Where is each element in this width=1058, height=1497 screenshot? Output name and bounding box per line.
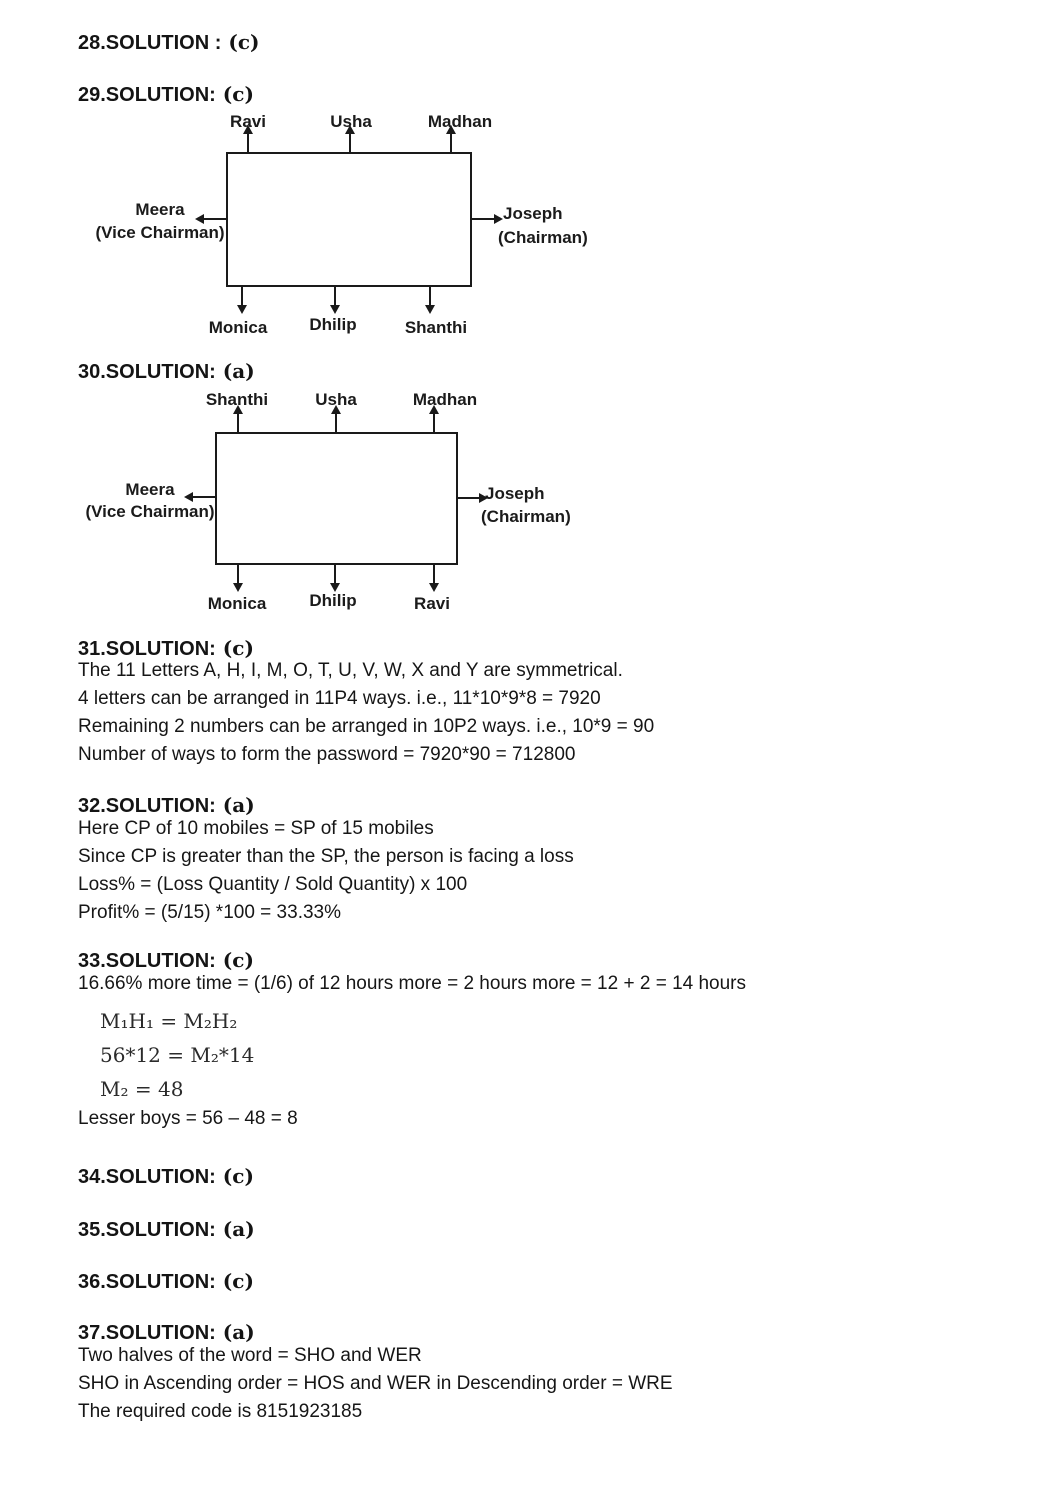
text-line: Profit% = (5/15) *100 = 33.33% [78,902,341,923]
solution-37-option: (a) [222,1320,255,1344]
seat-label-bottom: Monica [208,318,268,337]
seat-label-left-name: Meera [135,200,185,219]
solution-33-header [78,949,254,972]
seat-label-top: Madhan [427,112,493,131]
arrow-up-icon [237,413,239,432]
arrow-down-icon [429,287,431,306]
solution-33-option: (c) [222,948,254,972]
arrow-left-icon [203,218,226,220]
seat-label-top: Madhan [412,390,478,409]
equation-line: 56*12 = M₂*14 [100,1043,255,1067]
arrow-down-icon [241,287,243,306]
solution-32-body [78,815,574,927]
solution-35-option: (a) [222,1217,255,1241]
seat-label-right-role: (Chairman) [481,507,571,526]
solution-34-option: (c) [222,1164,254,1188]
solution-30-option: (a) [222,359,255,383]
seat-label-top: Shanthi [205,390,269,409]
seat-label-left-role: (Vice Chairman) [85,502,215,521]
text-line: 16.66% more time = (1/6) of 12 hours more = 2 hours more = 12 + 2 = 14 hours [78,973,747,994]
solution-37-header [78,1321,255,1344]
arrow-down-icon [334,287,336,306]
text-line: The required code is 8151923185 [78,1401,363,1422]
table-rectangle [226,152,472,287]
arrow-up-icon [247,133,249,152]
seat-label-left-role: (Vice Chairman) [95,223,225,242]
solution-31-option: (c) [222,636,254,660]
arrow-down-icon [334,565,336,584]
solution-30-header [78,360,255,383]
solution-29-label: 29.SOLUTION: [78,84,216,106]
solution-35-header [78,1218,255,1241]
solution-34-header [78,1165,254,1188]
solution-28-header [78,31,259,54]
solution-31-body [78,657,654,769]
arrow-right-icon [458,497,480,499]
solution-29-option: (c) [222,82,254,106]
arrow-up-icon [450,133,452,152]
solution-37-label: 37.SOLUTION: [78,1322,216,1344]
solution-35-label: 35.SOLUTION: [78,1219,216,1241]
seat-label-left-name: Meera [125,480,175,499]
arrow-up-icon [433,413,435,432]
solution-37-body [78,1342,673,1426]
text-line: 4 letters can be arranged in 11P4 ways. i.e., 11*10*9*8 = 7920 [78,688,601,709]
seat-label-right-name: Joseph [485,484,545,503]
seat-label-right-name: Joseph [503,204,563,223]
solution-33-label: 33.SOLUTION: [78,950,216,972]
text-line: Remaining 2 numbers can be arranged in 10P2 ways. i.e., 10*9 = 90 [78,716,655,737]
solution-36-label: 36.SOLUTION: [78,1271,216,1293]
solution-33-equations [100,1004,254,1106]
solution-33-footer [78,1105,298,1133]
seat-label-bottom: Dhilip [309,315,357,334]
table-rectangle [215,432,458,565]
solution-32-option: (a) [222,793,255,817]
seat-label-bottom: Monica [207,594,267,613]
arrow-up-icon [349,133,351,152]
solution-32-label: 32.SOLUTION: [78,795,216,817]
solution-28-label: 28.SOLUTION : [78,32,222,54]
text-line: Two halves of the word = SHO and WER [78,1345,422,1366]
solution-29-header [78,83,254,106]
arrow-down-icon [237,565,239,584]
arrow-right-icon [472,218,495,220]
seat-label-bottom: Shanthi [404,318,468,337]
arrow-down-icon [433,565,435,584]
solution-36-header [78,1270,254,1293]
solution-28-option: (c) [228,30,260,54]
seat-label-bottom: Dhilip [309,591,357,610]
equation-line: M₁H₁ = M₂H₂ [100,1009,238,1033]
text-line: Loss% = (Loss Quantity / Sold Quantity) x 100 [78,874,468,895]
text-line: The 11 Letters A, H, I, M, O, T, U, V, W, X and Y are symmetrical. [78,660,623,681]
arrow-up-icon [335,413,337,432]
text-line: SHO in Ascending order = HOS and WER in Descending order = WRE [78,1373,673,1394]
text-line: Number of ways to form the password = 7920*90 = 712800 [78,744,576,765]
text-line: Here CP of 10 mobiles = SP of 15 mobiles [78,818,434,839]
seat-label-top: Usha [330,112,372,131]
seat-label-right-role: (Chairman) [498,228,588,247]
solution-34-label: 34.SOLUTION: [78,1166,216,1188]
text-line: Lesser boys = 56 – 48 = 8 [78,1108,298,1129]
text-line: Since CP is greater than the SP, the person is facing a loss [78,846,574,867]
seat-label-top: Ravi [230,112,266,131]
solution-33-intro [78,970,746,998]
seat-label-bottom: Ravi [414,594,450,613]
seat-label-top: Usha [315,390,357,409]
solution-30-label: 30.SOLUTION: [78,361,216,383]
solution-36-option: (c) [222,1269,254,1293]
arrow-left-icon [192,496,215,498]
equation-line: M₂ = 48 [100,1077,184,1101]
solution-32-header [78,794,255,817]
solution-31-label: 31.SOLUTION: [78,638,216,660]
